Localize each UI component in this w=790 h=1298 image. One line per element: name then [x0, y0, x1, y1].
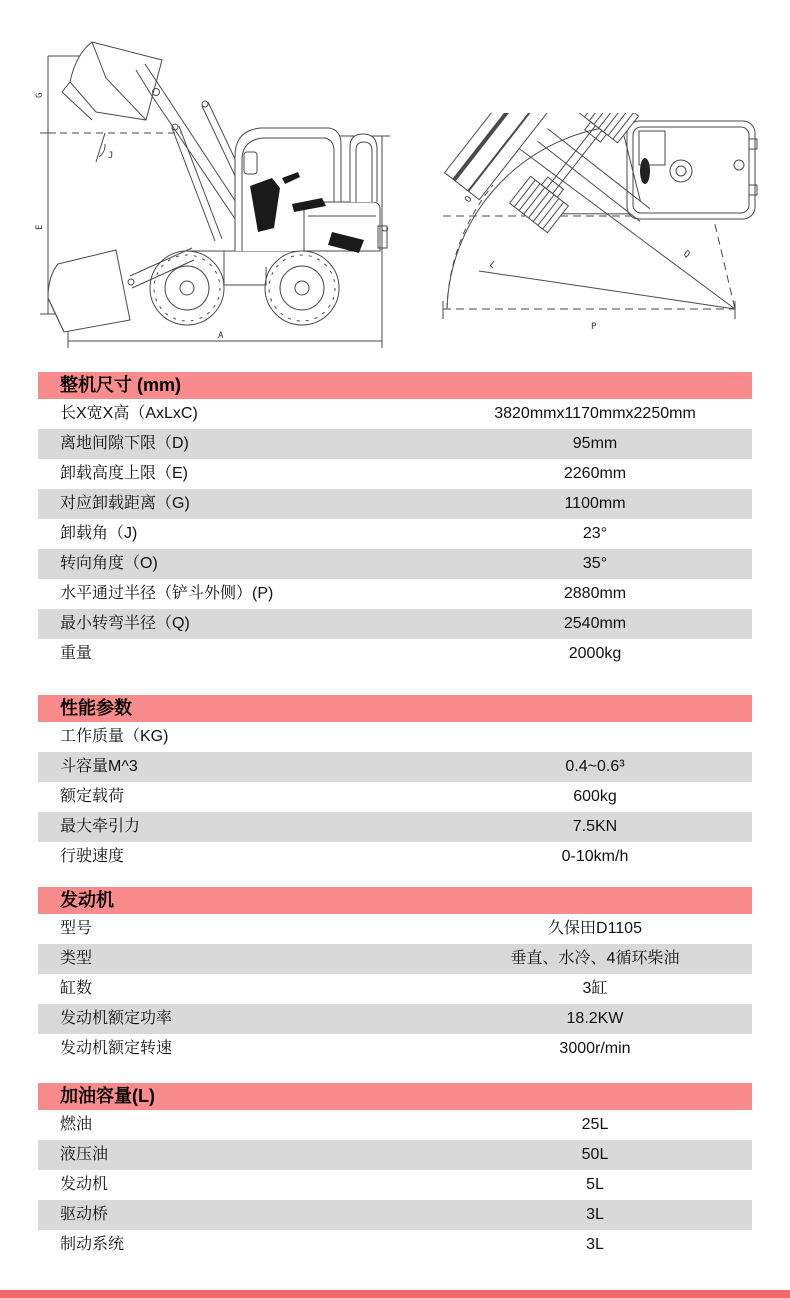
spec-row	[38, 812, 752, 842]
spec-section	[38, 1083, 752, 1260]
spec-label: 长X宽X高（AxLxC)	[60, 405, 198, 422]
spec-row	[38, 399, 752, 429]
spec-sections	[38, 372, 752, 1260]
spec-value: 95mm	[572, 435, 618, 452]
loader-side-view-drawing	[32, 36, 400, 356]
spec-label: 类型	[60, 950, 93, 967]
spec-label: 斗容量M^3	[60, 758, 138, 775]
spec-row	[38, 489, 752, 519]
spec-label: 额定载荷	[60, 788, 125, 805]
spec-row	[38, 1110, 752, 1140]
spec-row	[38, 722, 752, 752]
spec-label: 对应卸载距离（G)	[60, 495, 190, 512]
spec-row	[38, 782, 752, 812]
spec-label: 水平通过半径（铲斗外侧）(P)	[60, 585, 274, 602]
spec-row	[38, 974, 752, 1004]
spec-value: 2540mm	[563, 615, 627, 632]
spec-label: 型号	[60, 920, 93, 937]
spec-value: 23°	[582, 525, 608, 542]
spec-label: 卸载高度上限（E)	[60, 465, 189, 482]
spec-value: 600kg	[573, 788, 617, 805]
spec-label: 缸数	[60, 980, 93, 997]
dim-label-l: L	[487, 259, 498, 271]
dim-label-o: O	[463, 194, 475, 205]
spec-row	[38, 914, 752, 944]
dim-label-p: P	[591, 322, 597, 332]
spec-value: 3L	[586, 1236, 604, 1253]
dim-label-c: C	[381, 226, 391, 232]
spec-label: 燃油	[60, 1116, 93, 1133]
spec-label: 最小转弯半径（Q)	[60, 615, 190, 632]
section-title: 发动机	[38, 887, 752, 914]
spec-value: 5L	[586, 1176, 604, 1193]
spec-value: 3000r/min	[559, 1040, 631, 1057]
spec-value	[438, 722, 752, 752]
spec-value: 35°	[582, 555, 608, 572]
spec-row	[38, 1004, 752, 1034]
spec-value: 0-10km/h	[561, 848, 629, 865]
dim-label-g: G	[35, 92, 45, 98]
spec-value: 3L	[586, 1206, 604, 1223]
spec-row	[38, 549, 752, 579]
spec-row	[38, 1140, 752, 1170]
spec-value: 2000kg	[568, 645, 622, 662]
dim-label-j: J	[108, 151, 114, 161]
section-rows	[38, 722, 752, 872]
spec-row	[38, 1034, 752, 1064]
spec-value: 垂直、水冷、4循环柴油	[510, 950, 680, 967]
spec-row	[38, 519, 752, 549]
spec-row	[38, 944, 752, 974]
spec-row	[38, 579, 752, 609]
spec-value: 3820mmx1170mmx2250mm	[494, 405, 696, 422]
spec-row	[38, 609, 752, 639]
spec-value: 25L	[581, 1116, 609, 1133]
spec-label: 离地间隙下限（D)	[60, 435, 189, 452]
spec-value: 1100mm	[564, 495, 626, 512]
spec-section	[38, 887, 752, 1064]
spec-label: 发动机额定功率	[60, 1010, 173, 1027]
spec-label: 卸载角（J)	[60, 525, 138, 542]
spec-row	[38, 1230, 752, 1260]
spec-label: 制动系统	[60, 1236, 125, 1253]
section-title: 加油容量(L)	[38, 1083, 752, 1110]
spec-value: 0.4~0.6³	[565, 758, 625, 775]
spec-value: 久保田D1105	[548, 920, 642, 937]
spec-label: 驱动桥	[60, 1206, 109, 1223]
spec-label: 最大牵引力	[60, 818, 141, 835]
spec-value: 2880mm	[563, 585, 627, 602]
spec-label: 工作质量（KG)	[60, 728, 169, 745]
spec-label: 发动机	[60, 1176, 109, 1193]
spec-section	[38, 695, 752, 872]
spec-value: 3缸	[582, 980, 608, 997]
dim-label-a: A	[218, 331, 224, 341]
spec-value: 18.2KW	[566, 1010, 624, 1027]
bottom-accent-bar	[0, 1290, 790, 1298]
section-rows	[38, 914, 752, 1064]
spec-row	[38, 1200, 752, 1230]
section-title: 整机尺寸 (mm)	[38, 372, 752, 399]
section-title: 性能参数	[38, 695, 752, 722]
dim-label-e: E	[35, 224, 45, 230]
section-rows	[38, 1110, 752, 1260]
spec-section	[38, 372, 752, 669]
spec-label: 行驶速度	[60, 848, 125, 865]
spec-value: 2260mm	[563, 465, 627, 482]
spec-value: 50L	[581, 1146, 609, 1163]
spec-row	[38, 752, 752, 782]
spec-value: 7.5KN	[572, 818, 618, 835]
section-rows	[38, 399, 752, 669]
spec-label: 转向角度（O)	[60, 555, 158, 572]
loader-top-view-drawing	[433, 113, 765, 337]
spec-label: 发动机额定转速	[60, 1040, 173, 1057]
dim-label-q: Q	[681, 249, 692, 261]
spec-label: 液压油	[60, 1146, 109, 1163]
spec-row	[38, 842, 752, 872]
spec-row	[38, 639, 752, 669]
spec-row	[38, 459, 752, 489]
spec-row	[38, 1170, 752, 1200]
spec-label: 重量	[60, 645, 93, 662]
spec-row	[38, 429, 752, 459]
